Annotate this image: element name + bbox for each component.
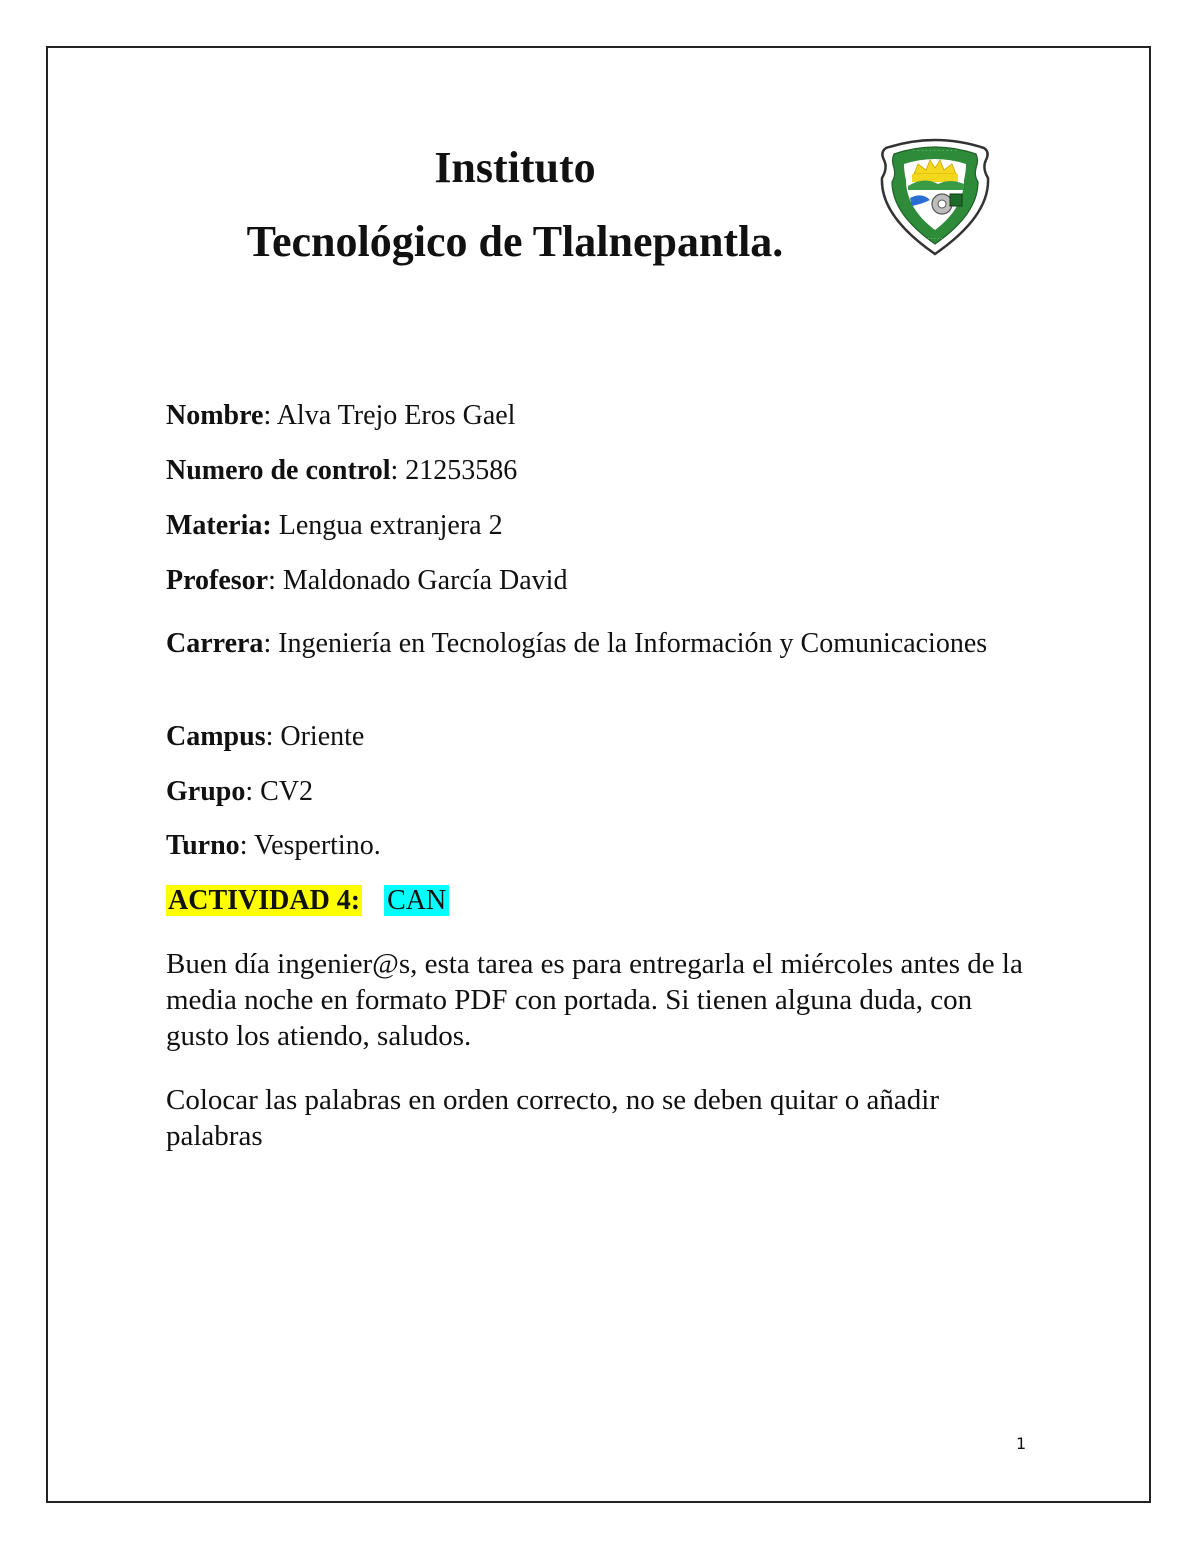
field-grupo: Grupo: CV2 <box>166 776 314 807</box>
field-campus-value: Oriente <box>273 721 365 752</box>
crest-sun-band <box>912 174 958 182</box>
activity-heading <box>166 882 449 919</box>
field-turno-label: Turno <box>166 830 240 861</box>
field-carrera: Carrera: Ingeniería en Tecnologías de la Información y Comunicaciones <box>166 628 988 659</box>
field-numero-control-value: 21253586 <box>398 455 518 486</box>
activity-tag: CAN <box>384 885 449 916</box>
crest-chip <box>950 194 962 206</box>
field-grupo-value: CV2 <box>253 776 314 807</box>
svg-text:· · · · · · · · · · ·: · · · · · · · · · · · <box>913 148 957 154</box>
field-profesor-label: Profesor <box>166 565 269 596</box>
field-turno-value: Vespertino. <box>247 830 381 861</box>
field-carrera-value: Ingeniería en Tecnologías de la Información y Comunicaciones <box>271 628 988 659</box>
field-campus-label: Campus <box>166 721 266 752</box>
field-materia-label: Materia: <box>166 510 272 541</box>
title-line-2: Tecnológico de Tlalnepantla. <box>246 217 784 266</box>
activity-label: ACTIVIDAD 4: <box>168 885 361 916</box>
field-numero-control-label: Numero de control <box>166 455 391 486</box>
page-number: 1 <box>1016 1434 1027 1453</box>
field-nombre: Nombre: Alva Trejo Eros Gael <box>166 400 516 431</box>
field-turno: Turno: Vespertino. <box>166 830 381 861</box>
field-carrera-label: Carrera <box>166 628 264 659</box>
field-profesor: Profesor: Maldonado García David <box>166 565 568 596</box>
field-grupo-label: Grupo <box>166 776 246 807</box>
field-numero-control: Numero de control: 21253586 <box>166 455 518 486</box>
instructions-paragraph: Buen día ingenier@s, esta tarea es para entregarla el miércoles antes de la media noche en formato PDF con portada. Si tienen alguna duda, con gusto los atiendo, saludos. <box>166 948 1023 1052</box>
task-paragraph: Colocar las palabras en orden correcto, no se deben quitar o añadir palabras <box>166 1084 940 1152</box>
field-nombre-value: Alva Trejo Eros Gael <box>271 400 516 431</box>
field-materia <box>166 507 1032 544</box>
field-profesor-value: Maldonado García David <box>275 565 568 596</box>
field-campus: Campus: Oriente <box>166 721 365 752</box>
field-nombre-label: Nombre <box>166 400 264 431</box>
institution-crest-icon <box>878 134 992 258</box>
svg-text:· · · · ·: · · · · · <box>927 236 943 242</box>
field-materia-value: Lengua extranjera 2 <box>271 510 503 541</box>
title-line-1: Instituto <box>434 143 596 192</box>
